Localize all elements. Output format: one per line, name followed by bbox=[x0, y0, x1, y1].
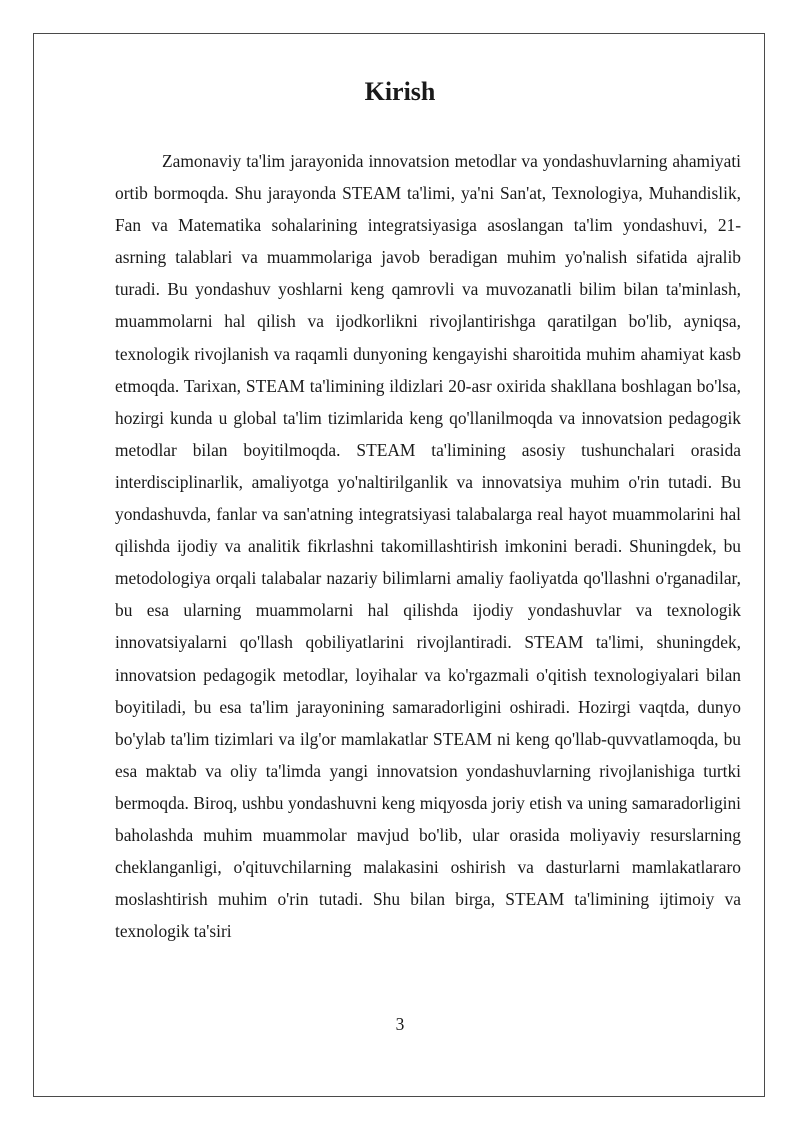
body-paragraph: Zamonaviy ta'lim jarayonida innovatsion metodlar va yondashuvlarning ahamiyati ortib bormoqda. Shu jarayonda STEAM ta'limi, ya'ni San'at, Texnologiya, Muhandislik, Fan va Matematika sohalarining integratsiyasiga asoslangan ta'lim yondashuvi, 21-asrning talablari va muammolariga javob beradigan muhim yo'nalish sifatida ajralib turadi. Bu yondashuv yoshlarni keng qamrovli va muvozanatli bilim bilan ta'minlash, muammolarni hal qilish va ijodkorlikni rivojlantirishga qaratilgan bo'lib, ayniqsa, texnologik rivojlanish va raqamli dunyoning kengayishi sharoitida muhim ahamiyat kasb etmoqda. Tarixan, STEAM ta'limining ildizlari 20-asr oxirida shakllana boshlagan bo'lsa, hozirgi kunda u global ta'lim tizimlarida keng qo'llanilmoqda va innovatsion pedagogik metodlar bilan boyitilmoqda. STEAM ta'limining asosiy tushunchalari orasida interdisciplinarlik, amaliyotga yo'naltirilganlik va innovatsiya muhim o'rin tutadi. Bu yondashuvda, fanlar va san'atning integratsiyasi talabalarga real hayot muammolarini hal qilishda ijodiy va analitik fikrlashni takomillashtirish imkonini beradi. Shuningdek, bu metodologiya orqali talabalar nazariy bilimlarni amaliy faoliyatda qo'llashni o'rganadilar, bu esa ularning muammolarni hal qilishda ijodiy yondashuvlar va texnologik innovatsiyalarni qo'llash qobiliyatlarini rivojlantiradi. STEAM ta'limi, shuningdek, innovatsion pedagogik metodlar, loyihalar va ko'rgazmali o'qitish texnologiyalari bilan boyitiladi, bu esa ta'lim jarayonining samaradorligini oshiradi. Hozirgi vaqtda, dunyo bo'ylab ta'lim tizimlari va ilg'or mamlakatlar STEAM ni keng qo'llab-quvvatlamoqda, bu esa maktab va oliy ta'limda yangi innovatsion yondashuvlarning rivojlanishiga turtki bermoqda. Biroq, ushbu yondashuvni keng miqyosda joriy etish va uning samaradorligini baholashda muhim muammolar mavjud bo'lib, ular orasida moliyaviy resurslarning cheklanganligi, o'qituvchilarning malakasini oshirish va dasturlarni mamlakatlararo moslashtirish muhim o'rin tutadi. Shu bilan birga, STEAM ta'limining ijtimoiy va texnologik ta'siri bbox=[115, 151, 741, 942]
section-title: Kirish bbox=[364, 77, 436, 106]
page-number: 3 bbox=[395, 1014, 405, 1034]
